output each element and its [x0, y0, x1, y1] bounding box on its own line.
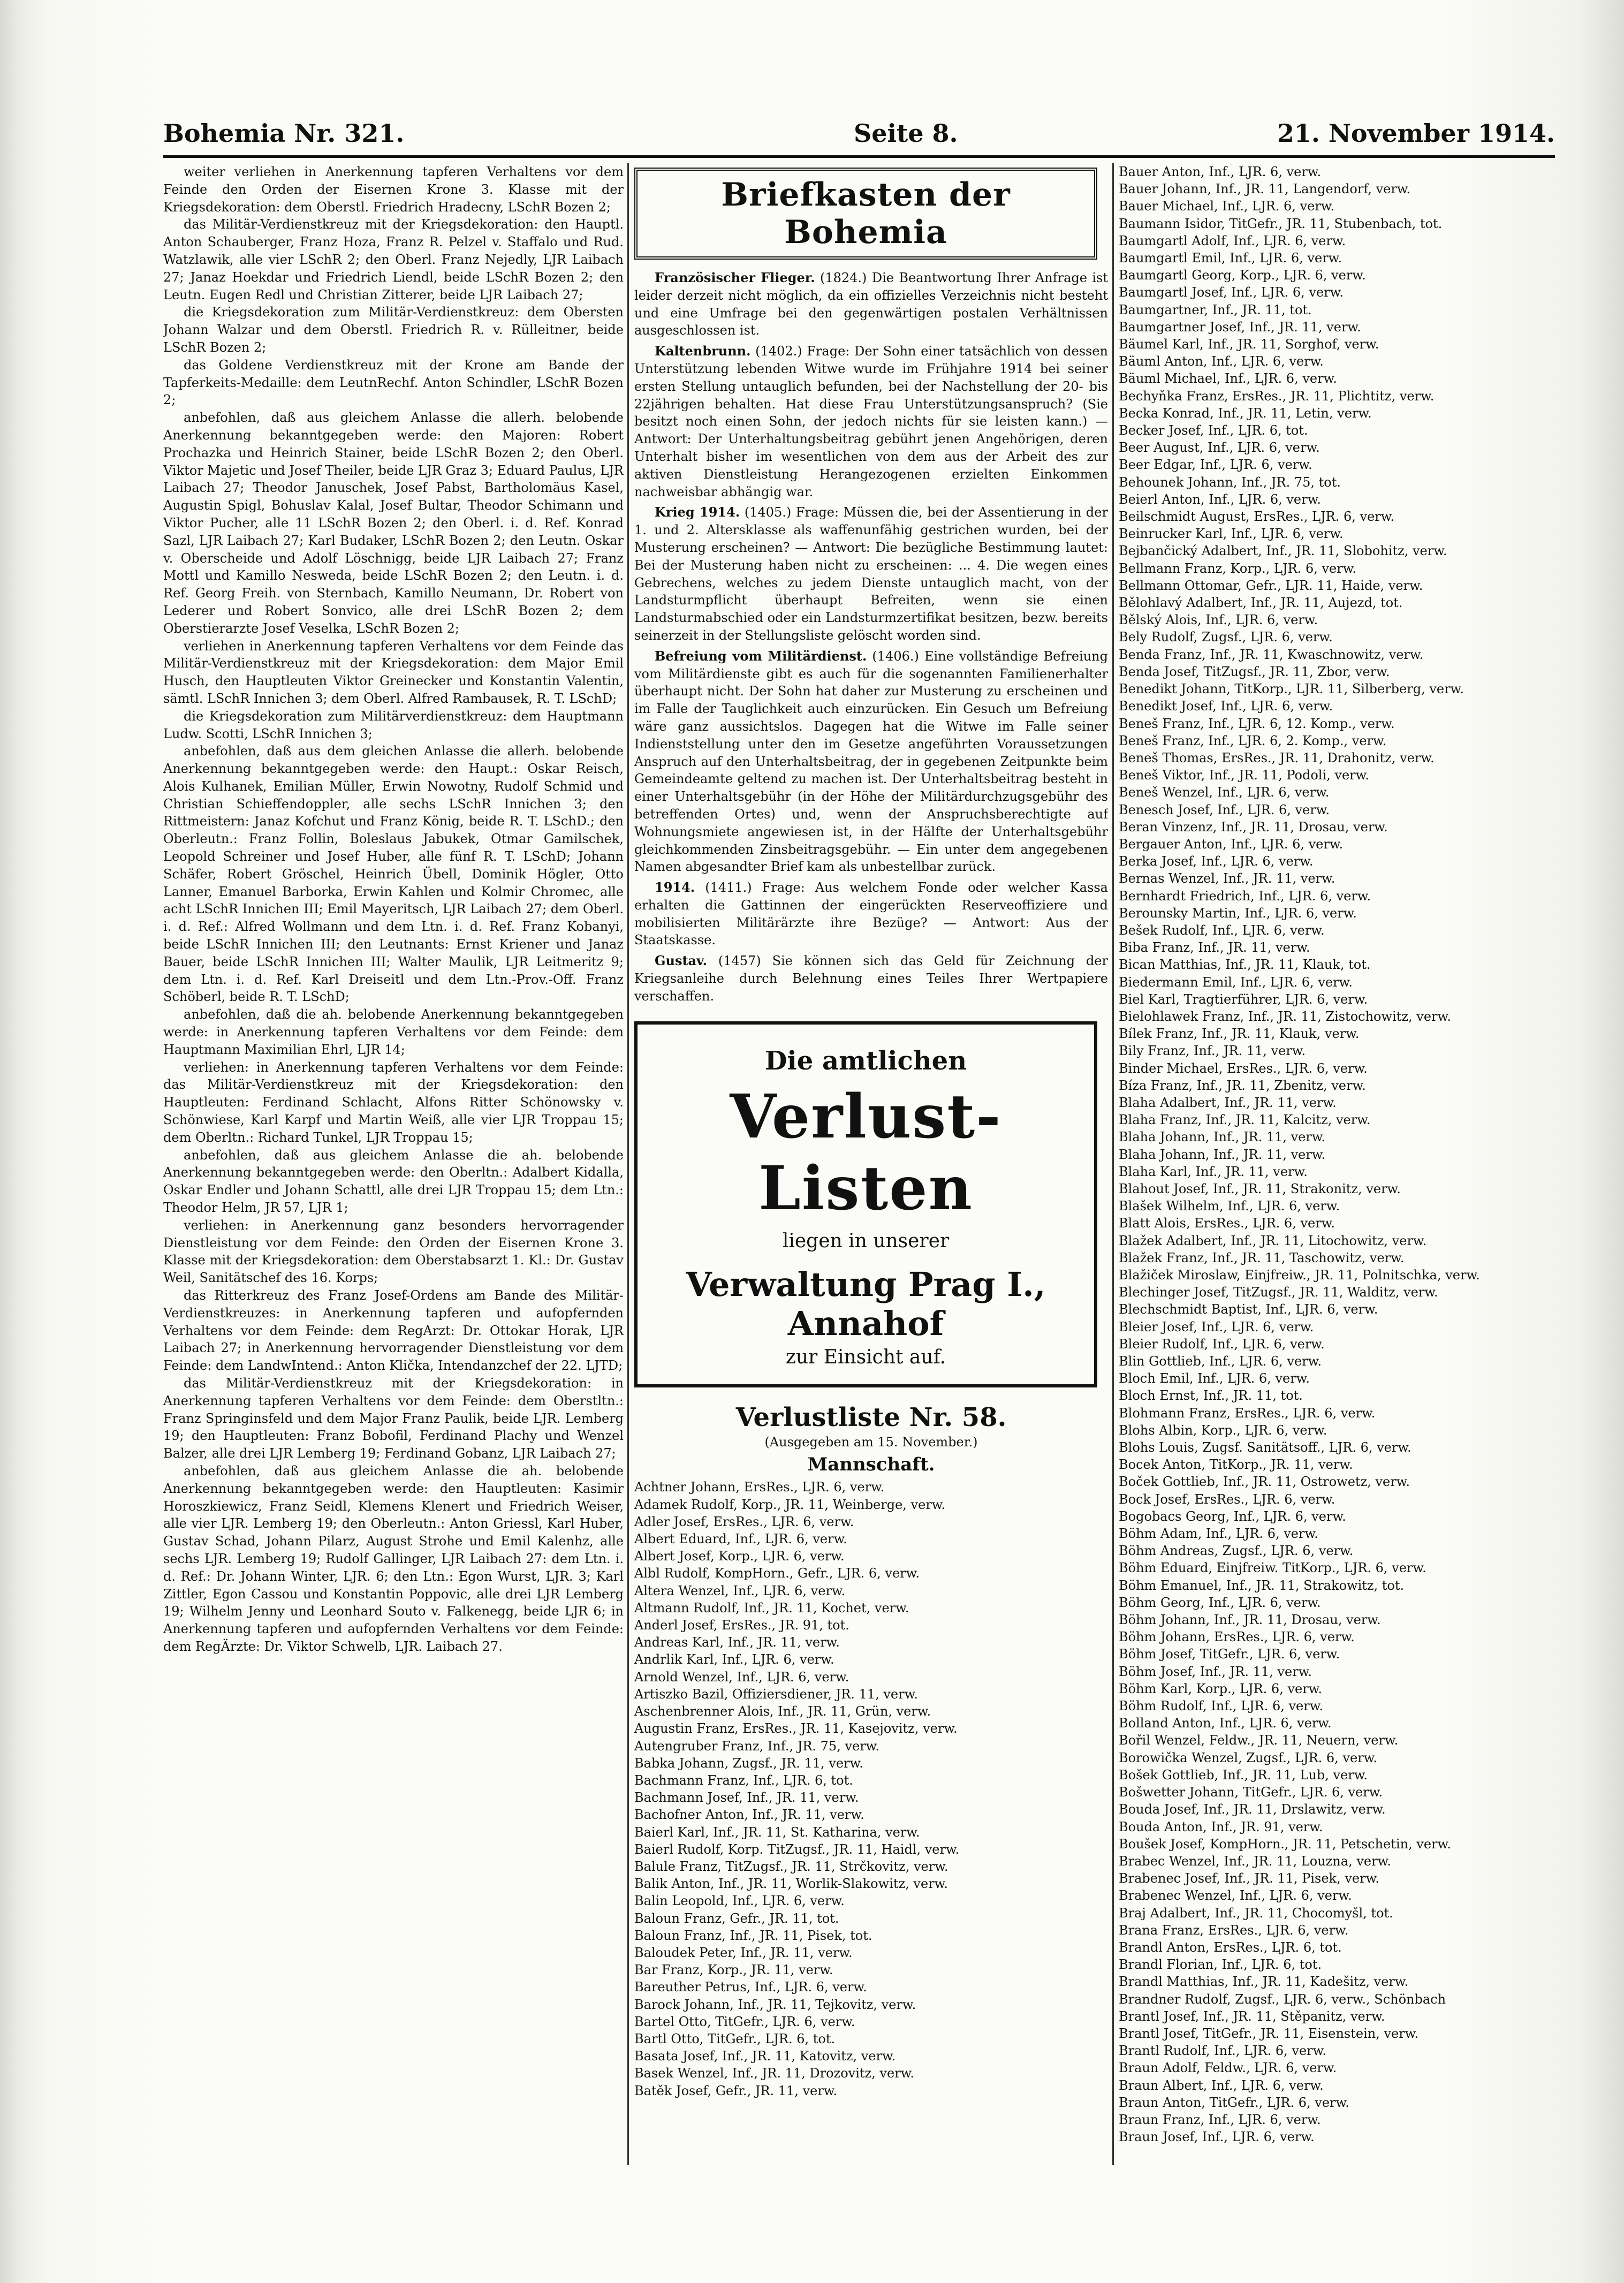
casualty-entry: Braun Anton, TitGefr., LJR. 6, verw.: [1119, 2095, 1349, 2110]
casualty-entry: Brantl Josef, Inf., JR. 11, Stěpanitz, verw.: [1119, 2008, 1385, 2024]
casualty-entry: Braun Adolf, Feldw., LJR. 6, verw.: [1119, 2060, 1337, 2076]
casualty-entry: Baumgartner, Inf., JR. 11, tot.: [1119, 302, 1312, 317]
letterbox-item: [634, 952, 1108, 1005]
casualty-entry: Balule Franz, TitZugsf., JR. 11, Strčkovitz, verw.: [634, 1859, 948, 1874]
briefkasten-title: Briefkasten der Bohemia: [634, 168, 1097, 260]
casualty-entry: Bar Franz, Korp., JR. 11, verw.: [634, 1962, 833, 1978]
casualty-entry: Baumann Isidor, TitGefr., JR. 11, Stubenbach, tot.: [1119, 216, 1443, 231]
casualty-entry: Bejbančický Adalbert, Inf., JR. 11, Slobohitz, verw.: [1119, 543, 1447, 559]
casualty-entry: Adler Josef, ErsRes., LJR. 6, verw.: [634, 1514, 854, 1529]
casualty-entry: Bäuml Anton, Inf., LJR. 6, verw.: [1119, 354, 1324, 369]
casualty-entry: Bock Josef, ErsRes., LJR. 6, verw.: [1119, 1491, 1335, 1507]
casualty-entry: Berka Josef, Inf., LJR. 6, verw.: [1119, 854, 1314, 869]
casualty-entry: Albert Josef, Korp., LJR. 6, verw.: [634, 1549, 845, 1564]
casualty-entry: Braun Albert, Inf., LJR. 6, verw.: [1119, 2077, 1324, 2093]
casualty-entry: Bogobacs Georg, Inf., LJR. 6, verw.: [1119, 1508, 1346, 1524]
casualty-entry: Bachmann Franz, Inf., LJR. 6, tot.: [634, 1772, 853, 1788]
casualty-entry: Böhm Rudolf, Inf., LJR. 6, verw.: [1119, 1698, 1324, 1714]
casualty-entry: Böhm Eduard, Einjfreiw. TitKorp., LJR. 6, verw.: [1119, 1560, 1426, 1576]
casualty-entry: Blahout Josef, Inf., JR. 11, Strakonitz, verw.: [1119, 1181, 1401, 1196]
casualty-entry: Bořil Wenzel, Feldw., JR. 11, Neuern, verw.: [1119, 1733, 1399, 1748]
casualty-entry: Bleier Rudolf, Inf., LJR. 6, verw.: [1119, 1336, 1325, 1352]
advert-line-1: Die amtlichen: [764, 1045, 967, 1076]
casualty-entry: Benedikt Johann, TitKorp., LJR. 11, Silberberg, verw.: [1119, 681, 1464, 697]
casualty-entry: Bělský Alois, Inf., LJR. 6, verw.: [1119, 612, 1318, 628]
article-paragraph: die Kriegsdekoration zum Militär-Verdienstkreuz: dem Obersten Johann Walzar und dem Oberstl. Friedrich R. v. Rülleitner, beide LSchR Bozen 2;: [163, 305, 624, 355]
letterbox-answer: (1406.) Eine vollständige Befreiung vom Militärdienste gibt es auch für die sogenannten Familienerhalter überhaupt nicht. Der Sohn hat daher zur Musterung zu erscheinen und im Falle der Tauglichkeit auch einzurücken. Ein Gesuch um Befreiung wäre ganz aussichtslos. Dagegen hat die Witwe im Falle seiner Indienststellung unter den im Gesetze angeführten Voraussetzungen Anspruch auf den Unterhaltsbeitrag, der in gegebenen Zeitpunkte beim Gemeindeamte geltend zu machen ist. Der Unterhaltsbeitrag besteht in einer Unterhaltsgebühr (in der Höhe der Militärdurchzugsgebühr des betreffenden Ortes) und, wenn der Anspruchsberechtigte auf Wohnungsmiete angewiesen ist, in der Hälfte der Unterhaltsgebühr gleichkommenden Zinsbeitragsgebühr. — Ein unter dem angegebenen Namen abgesandter Brief kam als unbestellbar zurück.: [634, 648, 1108, 875]
casualty-entry: Baloun Franz, Gefr., JR. 11, tot.: [634, 1910, 839, 1926]
casualty-entry: Baumgartner Josef, Inf., JR. 11, verw.: [1119, 319, 1361, 335]
article-paragraph: anbefohlen, daß aus gleichem Anlasse die ah. belobende Anerkennung bekanntgegeben werde: den Oberltn.: Adalbert Kidalla, Oskar Endler und Johann Schattl, alle drei LJR Troppau 15; dem Ltn.: Theodor Helm, JR 57, LJR 1;: [163, 1147, 624, 1216]
casualty-entry: Bäuml Michael, Inf., LJR. 6, verw.: [1119, 371, 1337, 386]
casualty-entry: Boušek Josef, KompHorn., JR. 11, Petschetin, verw.: [1119, 1836, 1451, 1852]
casualty-entry: Bělohlavý Adalbert, Inf., JR. 11, Aujezd, tot.: [1119, 595, 1403, 611]
casualty-entry: Baierl Karl, Inf., JR. 11, St. Katharina, verw.: [634, 1824, 920, 1840]
casualty-entry: Beierl Anton, Inf., LJR. 6, verw.: [1119, 491, 1321, 507]
verlustliste-date: (Ausgegeben am 15. November.): [764, 1435, 978, 1450]
issue-date: 21. November 1914.: [1277, 119, 1555, 148]
casualty-entry: Blaha Adalbert, Inf., JR. 11, verw.: [1119, 1095, 1337, 1110]
casualty-entry: Brabenec Josef, Inf., JR. 11, Pisek, verw.: [1119, 1871, 1379, 1886]
casualty-entry: Blašek Wilhelm, Inf., LJR. 6, verw.: [1119, 1199, 1340, 1214]
casualty-entry: Baloudek Peter, Inf., JR. 11, verw.: [634, 1945, 853, 1960]
casualty-entry: Achtner Johann, ErsRes., LJR. 6, verw.: [634, 1480, 885, 1495]
article-paragraph: das Militär-Verdienstkreuz mit der Kriegsdekoration: den Hauptl. Anton Schauberger, Franz Hoza, Franz R. Pelzel v. Staffalo und Rud. Watzlawik, alle vier LSchR 2; den Oberl. Franz Nejedly, LJR Laibach 27; Janaz Hoekdar und Friedrich Liendl, beide LSchR Bozen 2; den Leutn. Eugen Redl und Christian Zitterer, beide LJR Laibach 27;: [163, 217, 624, 302]
casualty-entry: Beer Edgar, Inf., LJR. 6, verw.: [1119, 457, 1312, 473]
casualty-entry: Böhm Karl, Korp., LJR. 6, verw.: [1119, 1681, 1323, 1696]
casualty-entry: Bely Rudolf, Zugsf., LJR. 6, verw.: [1119, 629, 1333, 645]
casualty-entry: Benesch Josef, Inf., LJR. 6, verw.: [1119, 802, 1330, 817]
casualty-entry: Bareuther Petrus, Inf., LJR. 6, verw.: [634, 1979, 867, 1995]
decorations-article: [163, 163, 624, 1656]
letterbox-item: [634, 648, 1108, 876]
casualty-entry: Beneš Franz, Inf., LJR. 6, 2. Komp., verw.: [1119, 733, 1387, 748]
article-paragraph: anbefohlen, daß aus dem gleichen Anlasse die allerh. belobende Anerkennung bekanntgegeben werde: den Haupt.: Oskar Reisch, Alois Kulhanek, Emilian Müller, Erwin Nowotny, Rudolf Schmid und Christian Schieffendoppler, alle sechs LSchR Innichen 3; den Rittmeistern: Janaz Kofchut und Franz König, beide R. T. LSchD.; den Oberleutn.: Franz Follin, Boleslaus Jabukek, Otmar Gamilschek, Leopold Schreiner und Josef Huber, alle fünf R. T. LSchD; Johann Schäfer, Robert Gröschel, Heinrich Übell, Dominik Högler, Otto Lanner, Emanuel Barborka, Erwin Kahlen und Kolmir Chromec, alle acht LSchR Innichen III; Emil Mayeritsch, LJR Laibach 27; dem Oberl. i. d. Ref.: Alfred Wollmann und dem Ltn. i. d. Ref. Franz Kobanyi, beide LSchR Innichen III; den Leutnants: Ernst Kriener und Janaz Bauer, beide LSchR Innichen III; Walter Maulik, LJR Leitmeritz 9; dem Ltn. i. d. Ref. Karl Dreiseitl und dem Ltn.-Prov.-Off. Franz Schöberl, beide R. T. LSchD;: [163, 744, 624, 1005]
article-paragraph: anbefohlen, daß die ah. belobende Anerkennung bekanntgegeben werde: in Anerkennung tapferen Verhaltens vor dem Feinde: dem Hauptmann Maximilian Ehrl, LJR 14;: [163, 1007, 624, 1057]
casualty-entry: Blin Gottlieb, Inf., LJR. 6, verw.: [1119, 1354, 1322, 1369]
casualty-entry: Blažiček Miroslaw, Einjfreiw., JR. 11, Polnitschka, verw.: [1119, 1268, 1480, 1283]
casualty-entry: Bergauer Anton, Inf., LJR. 6, verw.: [1119, 836, 1344, 852]
letterbox-addressee: 1914.: [655, 879, 695, 896]
casualty-list-part-2: [1119, 163, 1558, 2145]
casualty-entry: Bellmann Franz, Korp., LJR. 6, verw.: [1119, 560, 1357, 576]
letterbox-addressee: Kaltenbrunn.: [655, 343, 751, 359]
casualty-entry: Brandl Anton, ErsRes., LJR. 6, tot.: [1119, 1939, 1342, 1955]
casualty-entry: Brandl Matthias, Inf., JR. 11, Kadešitz, verw.: [1119, 1974, 1409, 1990]
casualty-entry: Brandl Florian, Inf., LJR. 6, tot.: [1119, 1957, 1322, 1973]
casualty-entry: Bloch Ernst, Inf., JR. 11, tot.: [1119, 1388, 1303, 1404]
casualty-entry: Blaha Johann, Inf., JR. 11, verw.: [1119, 1147, 1326, 1162]
letterbox-addressee: Französischer Flieger.: [655, 270, 815, 285]
casualty-entry: Brabenec Wenzel, Inf., LJR. 6, verw.: [1119, 1888, 1352, 1903]
casualty-entry: Benedikt Josef, Inf., LJR. 6, verw.: [1119, 699, 1333, 714]
casualty-entry: Braun Josef, Inf., LJR. 6, verw.: [1119, 2129, 1315, 2145]
casualty-entry: Böhm Georg, Inf., LJR. 6, verw.: [1119, 1595, 1321, 1610]
letterbox-item: [634, 879, 1108, 949]
casualty-entry: Bartel Otto, TitGefr., LJR. 6, verw.: [634, 2014, 855, 2029]
letterbox-answer: (1824.) Die Beantwortung Ihrer Anfrage ist leider derzeit nicht möglich, da ein offizielles Verzeichnis nicht besteht und eine Umfrage bei den gegenwärtigen postalen Verhältnissen ausgeschlossen ist.: [634, 270, 1108, 338]
advert-line-5: zur Einsicht auf.: [785, 1346, 946, 1369]
casualty-entry: Brantl Rudolf, Inf., LJR. 6, verw.: [1119, 2043, 1326, 2059]
column-casualty-list: [1119, 163, 1558, 2187]
casualty-entry: Baloun Franz, Inf., JR. 11, Pisek, tot.: [634, 1928, 872, 1943]
article-paragraph: das Ritterkreuz des Franz Josef-Ordens am Bande des Militär-Verdienstkreuzes: in Anerkennung tapferen und aufopfernden Verhaltens vor dem Feinde: dem RegArzt: Dr. Ottokar Horak, LJR Laibach 27; in Anerkennung hervorragender Dienstleistung vor dem Feinde: dem LandwIntend.: Anton Klička, Intendanzchef der 22. LJTD;: [163, 1288, 624, 1374]
casualty-entry: Augustin Franz, ErsRes., JR. 11, Kasejovitz, verw.: [634, 1721, 958, 1736]
casualty-entry: Baumgartl Adolf, Inf., LJR. 6, verw.: [1119, 233, 1346, 248]
casualty-entry: Brabec Wenzel, Inf., JR. 11, Louzna, verw.: [1119, 1853, 1391, 1869]
casualty-entry: Becka Konrad, Inf., JR. 11, Letin, verw.: [1119, 405, 1372, 421]
casualty-entry: Adamek Rudolf, Korp., JR. 11, Weinberge, verw.: [634, 1497, 946, 1512]
letterbox-item: [634, 504, 1108, 644]
casualty-entry: Autengruber Franz, Inf., JR. 75, verw.: [634, 1738, 880, 1754]
casualty-entry: Boček Gottlieb, Inf., JR. 11, Ostrowetz, verw.: [1119, 1474, 1410, 1490]
casualty-entry: Bachmann Josef, Inf., JR. 11, verw.: [634, 1790, 859, 1806]
casualty-entry: Brana Franz, ErsRes., LJR. 6, verw.: [1119, 1922, 1349, 1938]
casualty-entry: Bernhardt Friedrich, Inf., LJR. 6, verw.: [1119, 888, 1371, 904]
casualty-entry: Benda Franz, Inf., JR. 11, Kwaschnowitz, verw.: [1119, 647, 1424, 662]
casualty-entry: Bleier Josef, Inf., LJR. 6, verw.: [1119, 1319, 1314, 1334]
letterbox-answer: (1411.) Frage: Aus welchem Fonde oder welcher Kassa erhalten die Gattinnen der eingerückten Reserveoffiziere und mobilisierten Militärärzte ihre Bezüge? — Antwort: Aus der Staatskasse.: [634, 880, 1108, 948]
casualty-entry: Bily Franz, Inf., JR. 11, verw.: [1119, 1043, 1306, 1059]
casualty-entry: Beneš Viktor, Inf., JR. 11, Podoli, verw.: [1119, 768, 1369, 783]
casualty-entry: Böhm Emanuel, Inf., JR. 11, Strakowitz, tot.: [1119, 1577, 1405, 1593]
casualty-entry: Baierl Rudolf, Korp. TitZugsf., JR. 11, Haidl, verw.: [634, 1841, 960, 1857]
casualty-entry: Bartl Otto, TitGefr., LJR. 6, tot.: [634, 2031, 836, 2046]
casualty-entry: Andreas Karl, Inf., JR. 11, verw.: [634, 1635, 840, 1650]
casualty-entry: Bielohlawek Franz, Inf., JR. 11, Zistochowitz, verw.: [1119, 1008, 1451, 1024]
casualty-entry: Böhm Andreas, Zugsf., LJR. 6, verw.: [1119, 1543, 1354, 1559]
casualty-entry: Benda Josef, TitZugsf., JR. 11, Zbor, verw.: [1119, 664, 1390, 679]
casualty-entry: Artiszko Bazil, Offiziersdiener, JR. 11, verw.: [634, 1686, 918, 1702]
casualty-entry: Böhm Josef, Inf., JR. 11, verw.: [1119, 1664, 1312, 1679]
casualty-entry: Behounek Johann, Inf., JR. 75, tot.: [1119, 474, 1341, 490]
casualty-entry: Aschenbrenner Alois, Inf., JR. 11, Grün, verw.: [634, 1704, 931, 1719]
casualty-entry: Beran Vinzenz, Inf., JR. 11, Drosau, verw.: [1119, 819, 1388, 835]
casualty-entry: Babka Johann, Zugsf., JR. 11, verw.: [634, 1755, 863, 1771]
advert-line-3: liegen in unserer: [782, 1230, 950, 1253]
casualty-list-part-1: [634, 1478, 1108, 2099]
casualty-entry: Baumgartl Georg, Korp., LJR. 6, verw.: [1119, 268, 1366, 283]
letterbox-addressee: Befreiung vom Militärdienst.: [655, 648, 867, 664]
casualty-entry: Batěk Josef, Gefr., JR. 11, verw.: [634, 2083, 838, 2098]
header-rule: [163, 155, 1555, 158]
casualty-entry: Blechschmidt Baptist, Inf., LJR. 6, verw.: [1119, 1302, 1378, 1317]
casualty-entry: Binder Michael, ErsRes., LJR. 6, verw.: [1119, 1060, 1368, 1076]
casualty-entry: Bäumel Karl, Inf., JR. 11, Sorghof, verw.: [1119, 337, 1379, 352]
casualty-entry: Bouda Anton, Inf., JR. 91, verw.: [1119, 1819, 1323, 1834]
article-paragraph: weiter verliehen in Anerkennung tapferen Verhaltens vor dem Feinde den Orden der Eisernen Krone 3. Klasse mit der Kriegsdekoration: dem Oberstl. Friedrich Hradecny, LSchR Bozen 2;: [163, 164, 624, 215]
letterbox-answer: (1402.) Frage: Der Sohn einer tatsächlich von dessen Unterstützung lebenden Witwe wurde im Frühjahre 1914 bei seiner ersten Stellung untauglich befunden, bei der Nachstellung der 20- bis 22jährigen behalten. Hat diese Frau Unterstützungsanspruch? (Sie besitzt noch einen Sohn, der jedoch nichts für sie leisten kann.) — Antwort: Der Unterhaltungsbeitrag gebührt jenen Angehörigen, deren Unterhalt bisher im wesentlichen von dem aus der Arbeit des zur aktiven Dienstleistung Herangezogenen erzielten Einkommen nachweisbar abhängig war.: [634, 344, 1108, 499]
casualty-entry: Blaha Franz, Inf., JR. 11, Kalcitz, verw.: [1119, 1112, 1371, 1128]
casualty-entry: Beilschmidt August, ErsRes., LJR. 6, verw.: [1119, 509, 1395, 525]
casualty-entry: Blohs Louis, Zugsf. Sanitätsoff., LJR. 6, verw.: [1119, 1440, 1411, 1455]
casualty-entry: Barock Johann, Inf., JR. 11, Tejkovitz, verw.: [634, 1997, 916, 2012]
casualty-entry: Beneš Thomas, ErsRes., JR. 11, Drahonitz, verw.: [1119, 750, 1435, 765]
casualty-entry: Albl Rudolf, KompHorn., Gefr., LJR. 6, verw.: [634, 1566, 920, 1581]
casualty-entry: Bíza Franz, Inf., JR. 11, Zbenitz, verw.: [1119, 1078, 1366, 1093]
casualty-entry: Anderl Josef, ErsRes., JR. 91, tot.: [634, 1618, 849, 1633]
casualty-entry: Andrlik Karl, Inf., LJR. 6, verw.: [634, 1652, 834, 1667]
casualty-entry: Altera Wenzel, Inf., LJR. 6, verw.: [634, 1583, 846, 1598]
casualty-entry: Blatt Alois, ErsRes., LJR. 6, verw.: [1119, 1216, 1335, 1231]
page-number: Seite 8.: [854, 119, 958, 148]
casualty-entry: Basek Wenzel, Inf., JR. 11, Drozovitz, verw.: [634, 2066, 914, 2081]
casualty-entry: Bouda Josef, Inf., JR. 11, Drslawitz, verw.: [1119, 1802, 1386, 1817]
casualty-entry: Braun Franz, Inf., LJR. 6, verw.: [1119, 2112, 1321, 2127]
casualty-entry: Baumgartl Josef, Inf., LJR. 6, verw.: [1119, 285, 1344, 300]
casualty-entry: Beer August, Inf., LJR. 6, verw.: [1119, 440, 1320, 456]
casualty-entry: Böhm Johann, Inf., JR. 11, Drosau, verw.: [1119, 1612, 1381, 1628]
casualty-entry: Berounsky Martin, Inf., LJR. 6, verw.: [1119, 905, 1357, 921]
casualty-entry: Beinrucker Karl, Inf., LJR. 6, verw.: [1119, 526, 1344, 542]
casualty-entry: Altmann Rudolf, Inf., JR. 11, Kochet, verw.: [634, 1600, 909, 1615]
column-rule-2: [1112, 163, 1114, 2165]
letterbox-addressee: Krieg 1914.: [655, 504, 740, 520]
casualty-entry: Brantl Josef, TitGefr., JR. 11, Eisenstein, verw.: [1119, 2026, 1419, 2041]
casualty-entry: Braj Adalbert, Inf., JR. 11, Chocomyšl, tot.: [1119, 1905, 1393, 1921]
article-paragraph: anbefohlen, daß aus gleichem Anlasse die allerh. belobende Anerkennung bekanntgegeben werde: den Majoren: Robert Prochazka und Heinrich Stainer, beide LSchR Bozen 2; den Oberl. Viktor Majetic und Josef Theiler, beide LJR Graz 3; Eduard Paulus, LJR Laibach 27; Theodor Januschek, Josef Pabst, Bartholomäus Kasel, Augustin Spigl, Bohuslav Kalal, Josef Bultar, Theodor Schimann und Viktor Pucher, alle 11 LSchR Bozen 2; den Oberl. i. d. Ref. Konrad Sazl, LJR Laibach 27; Karl Budaker, LSchR Bozen 2; den Leutn. Oskar v. Oberscheide und Adolf Löschnigg, beide LJR Laibach 27; Franz Mottl und Kamillo Nesweda, beide LSchR Bozen 2; den Leutn. i. d. Ref. Georg Freih. von Sternbach, Kamillo Neumann, Dr. Robert von Lederer und Robert Sonvico, alle drei LSchR Bozen 2; dem Oberstierarzte Josef Veselka, LSchR Bozen 2;: [163, 410, 624, 636]
casualty-entry: Bauer Michael, Inf., LJR. 6, verw.: [1119, 199, 1335, 214]
casualty-entry: Bošek Gottlieb, Inf., JR. 11, Lub, verw.: [1119, 1767, 1368, 1783]
casualty-entry: Bílek Franz, Inf., JR. 11, Klauk, verw.: [1119, 1026, 1360, 1042]
article-paragraph: das Goldene Verdienstkreuz mit der Krone am Bande der Tapferkeits-Medaille: dem LeutnRechf. Anton Schindler, LSchR Bozen 2;: [163, 357, 624, 408]
casualty-entry: Beneš Franz, Inf., LJR. 6, 12. Komp., verw.: [1119, 716, 1395, 731]
advert-headline: Verlust-Listen: [730, 1081, 1002, 1224]
casualty-entry: Böhm Johann, ErsRes., LJR. 6, verw.: [1119, 1629, 1355, 1645]
casualty-entry: Beneš Wenzel, Inf., LJR. 6, verw.: [1119, 785, 1330, 800]
casualty-entry: Biedermann Emil, Inf., LJR. 6, verw.: [1119, 974, 1353, 990]
casualty-entry: Bican Matthias, Inf., JR. 11, Klauk, tot.: [1119, 957, 1371, 973]
casualty-entry: Blechinger Josef, TitZugsf., JR. 11, Walditz, verw.: [1119, 1285, 1438, 1300]
casualty-entry: Arnold Wenzel, Inf., LJR. 6, verw.: [634, 1669, 849, 1685]
masthead-issue: Bohemia Nr. 321.: [163, 119, 405, 148]
casualty-entry: Bauer Anton, Inf., LJR. 6, verw.: [1119, 164, 1322, 179]
letterbox-answer: (1405.) Frage: Müssen die, bei der Assentierung in der 1. und 2. Altersklasse als waffenunfähig gestrichen wurden, bei der Musterung erscheinen? — Antwort: Die bezügliche Bestimmung lautet: Bei der Musterung haben nicht zu erscheinen: ... 4. Die wegen eines Gebrechens, welches zu jedem Dienste untauglich macht, von der Landsturmpflicht überhaupt Befreiten, wenn sie einen Landsturmabschied oder ein Landsturmzertifikat besitzen, bezw. bereits seinerzeit in der Stellungsliste gelöscht worden sind.: [634, 505, 1108, 643]
casualty-entry: Bachofner Anton, Inf., JR. 11, verw.: [634, 1807, 864, 1823]
article-paragraph: anbefohlen, daß aus gleichem Anlasse die ah. belobende Anerkennung bekanntgegeben werde: den Hauptleuten: Kasimir Horoszkiewicz, Franz Seidl, Klemens Klenert und Friedrich Weiser, alle vier LJR. Lemberg 19; den Oberleutn.: Anton Griessl, Karl Huber, Gustav Schad, Johann Pilarz, August Strohe und Emil Kalenhz, alle sechs LJR. Lemberg 19; Rudolf Gallinger, LJR Laibach 27: dem Ltn. i. d. Ref.: Dr. Johann Winter, LJR. 6; den Ltn.: Egon Wurst, LJR. 3; Karl Zittler, Egon Cassou und Konstantin Poppovic, alle drei LJR Lemberg 19; Wilhelm Jenny und Leonhard Souto v. Falkenegg, beide LJR 6; in Anerkennung tapferen und aufopfernden Verhaltens vor dem Feinde: dem RegÄrzte: Dr. Viktor Schwelb, LJR. Laibach 27.: [163, 1463, 624, 1654]
verlustliste-title: Verlustliste Nr. 58.: [735, 1402, 1007, 1433]
letterbox-item: [634, 269, 1108, 339]
column-briefkasten: [634, 163, 1108, 2187]
casualty-entry: Blohs Albin, Korp., LJR. 6, verw.: [1119, 1422, 1327, 1438]
casualty-entry: Bauer Johann, Inf., JR. 11, Langendorf, verw.: [1119, 181, 1411, 197]
casualty-entry: Albert Eduard, Inf., LJR. 6, verw.: [634, 1531, 847, 1547]
casualty-entry: Bošwetter Johann, TitGefr., LJR. 6, verw.: [1119, 1785, 1383, 1800]
briefkasten-items: [634, 269, 1108, 1005]
casualty-entry: Bolland Anton, Inf., LJR. 6, verw.: [1119, 1716, 1332, 1731]
casualty-entry: Baumgartl Emil, Inf., LJR. 6, verw.: [1119, 251, 1342, 266]
casualty-entry: Blažek Adalbert, Inf., JR. 11, Litochowitz, verw.: [1119, 1233, 1427, 1248]
column-decorations: [163, 163, 624, 2187]
casualty-entry: Blohmann Franz, ErsRes., LJR. 6, verw.: [1119, 1405, 1376, 1421]
casualty-entry: Bloch Emil, Inf., LJR. 6, verw.: [1119, 1371, 1310, 1386]
verlustlisten-advert: [634, 1021, 1097, 1388]
casualty-entry: Borowička Wenzel, Zugsf., LJR. 6, verw.: [1119, 1750, 1377, 1765]
casualty-entry: Basata Josef, Inf., JR. 11, Katovitz, verw.: [634, 2049, 896, 2064]
casualty-entry: Böhm Adam, Inf., LJR. 6, verw.: [1119, 1526, 1318, 1542]
casualty-entry: Bocek Anton, TitKorp., JR. 11, verw.: [1119, 1457, 1353, 1473]
casualty-entry: Bechyňka Franz, ErsRes., JR. 11, Plichtitz, verw.: [1119, 388, 1435, 404]
casualty-entry: Becker Josef, Inf., LJR. 6, tot.: [1119, 423, 1308, 438]
casualty-entry: Blažek Franz, Inf., JR. 11, Taschowitz, verw.: [1119, 1250, 1405, 1265]
casualty-entry: Bešek Rudolf, Inf., LJR. 6, verw.: [1119, 922, 1325, 938]
page-header: [163, 119, 1555, 151]
casualty-entry: Böhm Josef, TitGefr., LJR. 6, verw.: [1119, 1647, 1340, 1662]
letterbox-addressee: Gustav.: [655, 953, 707, 969]
letterbox-item: [634, 343, 1108, 500]
casualty-entry: Brandner Rudolf, Zugsf., LJR. 6, verw., Schönbach: [1119, 1991, 1446, 2007]
letterbox-answer: (1457) Sie können sich das Geld für Zeichnung der Kriegsanleihe durch Belehnung eines Teiles Ihrer Wertpapiere verschaffen.: [634, 953, 1108, 1004]
article-paragraph: verliehen in Anerkennung tapferen Verhaltens vor dem Feinde das Militär-Verdienstkreuz mit der Kriegsdekoration: dem Major Emil Husch, den Hauptleuten Viktor Greinecker und Konstantin Valentin, sämtl. LSchR Innichen 3; dem Oberl. Alfred Rambausek, R. T. LSchD;: [163, 638, 624, 706]
casualty-entry: Blaha Karl, Inf., JR. 11, verw.: [1119, 1164, 1308, 1179]
verlustliste-section: Mannschaft.: [807, 1454, 935, 1476]
article-paragraph: die Kriegsdekoration zum Militärverdienstkreuz: dem Hauptmann Ludw. Scotti, LSchR Innichen 3;: [163, 708, 624, 741]
article-paragraph: das Militär-Verdienstkreuz mit der Kriegsdekoration: in Anerkennung tapferen Verhaltens vor dem Feinde: dem Oberstltn.: Franz Springinsfeld und dem Major Franz Paulik, beide LJR. Lemberg 19; den Hauptleuten: Franz Bobofil, Ferdinand Plachy und Wenzel Balzer, alle drei LJR Lemberg 19; Ferdinand Gobanz, LJR Laibach 27;: [163, 1375, 624, 1461]
casualty-entry: Bernas Wenzel, Inf., JR. 11, verw.: [1119, 871, 1335, 886]
casualty-entry: Biba Franz, Inf., JR. 11, verw.: [1119, 940, 1310, 955]
article-paragraph: verliehen: in Anerkennung ganz besonders hervorragender Dienstleistung vor dem Feinde: den Orden der Eisernen Krone 3. Klasse mit der Kriegsdekoration: dem Oberstabsarzt 1. Kl.: Dr. Gustav Weil, Sanitätschef des 16. Korps;: [163, 1217, 624, 1286]
casualty-entry: Blaha Johann, Inf., JR. 11, verw.: [1119, 1129, 1326, 1145]
casualty-entry: Balin Leopold, Inf., LJR. 6, verw.: [634, 1893, 845, 1909]
advert-location: Verwaltung Prag I., Annahof: [686, 1265, 1046, 1344]
column-rule-1: [627, 163, 629, 2165]
casualty-entry: Balik Anton, Inf., JR. 11, Worlik-Slakowitz, verw.: [634, 1876, 948, 1892]
casualty-entry: Biel Karl, Tragtierführer, LJR. 6, verw.: [1119, 991, 1368, 1007]
casualty-entry: Bellmann Ottomar, Gefr., LJR. 11, Haide, verw.: [1119, 578, 1423, 593]
article-paragraph: verliehen: in Anerkennung tapferen Verhaltens vor dem Feinde: das Militär-Verdienstkreuz mit der Kriegsdekoration: den Hauptleuten: Ferdinand Schlacht, Alfons Ritter Schönowsky v. Schönwiese, Karl Karpf und Martin Weiß, alle vier LJR Troppau 15; dem Oberltn.: Richard Tunkel, LJR Troppau 15;: [163, 1059, 624, 1145]
